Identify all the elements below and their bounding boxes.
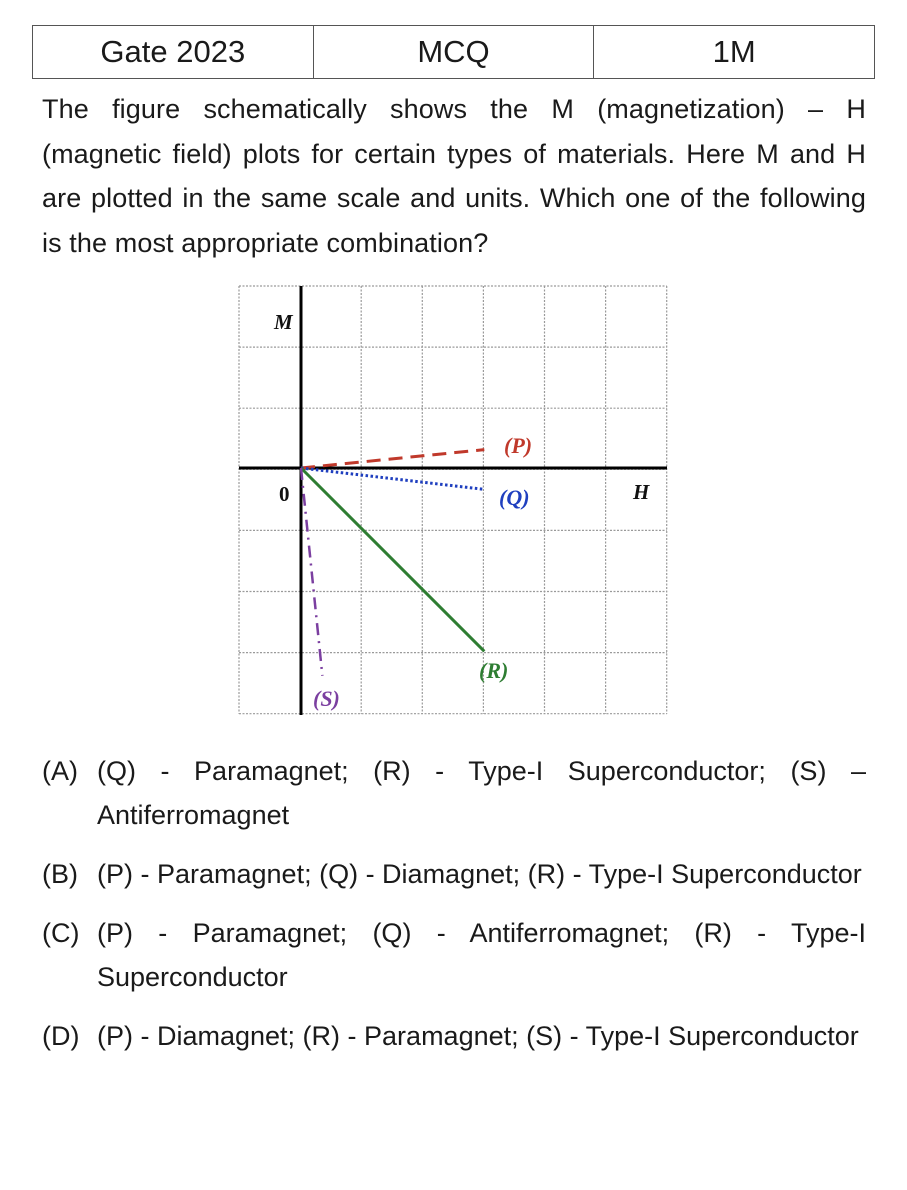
m-axis-label: M [274,310,293,334]
question-text: The figure schematically shows the M (magnetization) – H (magnetic field) plots for certain types of materials. Here M and H are plotted in the same scale and units. Which one of the following is the most appropriate combination? [42,94,866,258]
label-s: (S) [313,686,340,711]
exam-name: Gate 2023 [33,26,314,79]
question-type: MCQ [313,26,594,79]
curve-q [301,468,484,489]
option-letter: (C) [42,918,80,948]
curve-p [301,450,484,468]
origin-label: 0 [279,482,290,506]
option-text: (P) - Paramagnet; (Q) - Antiferromagnet; (R) - Type-I Superconductor [97,918,866,992]
label-q: (Q) [499,485,530,510]
option-text: (P) - Diamagnet; (R) - Paramagnet; (S) - Type-I Superconductor [97,1021,859,1051]
header-table [32,25,875,79]
label-p: (P) [504,433,533,458]
option-letter: (B) [42,859,78,889]
marks: 1M [594,26,875,79]
curve-r [301,468,484,651]
mh-plot-figure [238,285,668,717]
h-axis-label: H [633,480,650,504]
label-r: (R) [479,658,509,683]
curve-s [301,468,322,676]
options-list [42,749,866,1073]
option-d[interactable] [42,1014,866,1058]
option-letter: (A) [42,756,78,786]
option-text: (P) - Paramagnet; (Q) - Diamagnet; (R) - Type-I Superconductor [97,859,862,889]
option-a[interactable] [42,749,866,837]
curves [301,450,484,676]
option-letter: (D) [42,1021,80,1051]
option-b[interactable] [42,852,866,896]
option-text: (Q) - Paramagnet; (R) - Type-I Superconductor; (S) – Antiferromagnet [97,756,866,830]
option-c[interactable] [42,911,866,999]
